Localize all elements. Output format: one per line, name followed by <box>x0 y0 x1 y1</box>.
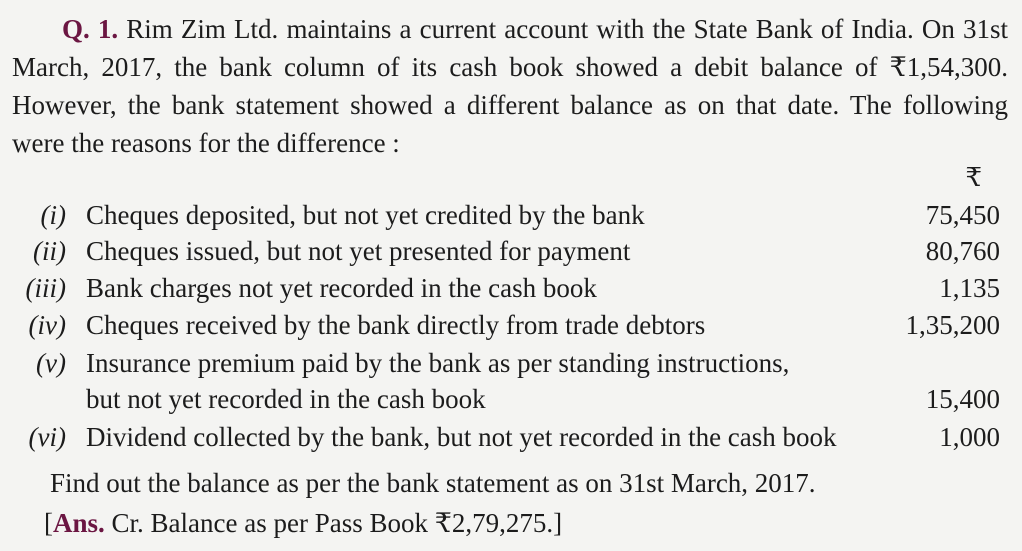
item-description: Dividend collected by the bank, but not yet recorded in the cash book <box>86 422 837 452</box>
item-number: (vi) <box>28 422 66 452</box>
amount-column-currency-header: ₹ <box>965 163 982 192</box>
item-number: (v) <box>36 348 66 378</box>
list-item <box>0 307 1022 343</box>
list-item <box>0 345 1022 417</box>
item-number: (i) <box>40 200 66 230</box>
item-description: Cheques received by the bank directly from trade debtors <box>86 310 706 340</box>
list-item <box>0 197 1022 233</box>
item-amount: 80,760 <box>925 236 1000 266</box>
list-item <box>0 419 1022 455</box>
item-number: (ii) <box>33 236 66 266</box>
answer-open-bracket: [ <box>44 508 53 538</box>
question-instruction: Find out the balance as per the bank statement as on 31st March, 2017. <box>50 468 816 498</box>
answer-line <box>44 505 562 541</box>
item-amount: 75,450 <box>925 200 1000 230</box>
item-amount: 15,400 <box>925 384 1000 414</box>
answer-text: Cr. Balance as per Pass Book ₹2,79,275.] <box>111 508 563 538</box>
item-description: Insurance premium paid by the bank as per standing instructions, <box>86 348 790 378</box>
item-amount: 1,135 <box>939 273 1000 303</box>
list-item <box>0 233 1022 269</box>
item-description: Bank charges not yet recorded in the cash book <box>86 273 597 303</box>
question-text: Rim Zim Ltd. maintains a current account with the State Bank of India. On 31st March, 2017, the bank column of its cash book showed a debit balance of ₹1,54,300. However, the bank statement showed a different balance as on that date. The following were the reasons for the difference : <box>12 14 1008 158</box>
item-description-continued: but not yet recorded in the cash book <box>86 384 486 414</box>
item-amount: 1,35,200 <box>905 310 1000 340</box>
answer-label: Ans. <box>53 508 105 538</box>
question-number: Q. 1. <box>62 14 119 44</box>
item-description: Cheques issued, but not yet presented for payment <box>86 236 631 266</box>
question-intro <box>12 10 1008 162</box>
item-number: (iv) <box>28 310 66 340</box>
item-amount: 1,000 <box>939 422 1000 452</box>
list-item <box>0 270 1022 306</box>
item-description: Cheques deposited, but not yet credited by the bank <box>86 200 645 230</box>
item-number: (iii) <box>25 273 66 303</box>
